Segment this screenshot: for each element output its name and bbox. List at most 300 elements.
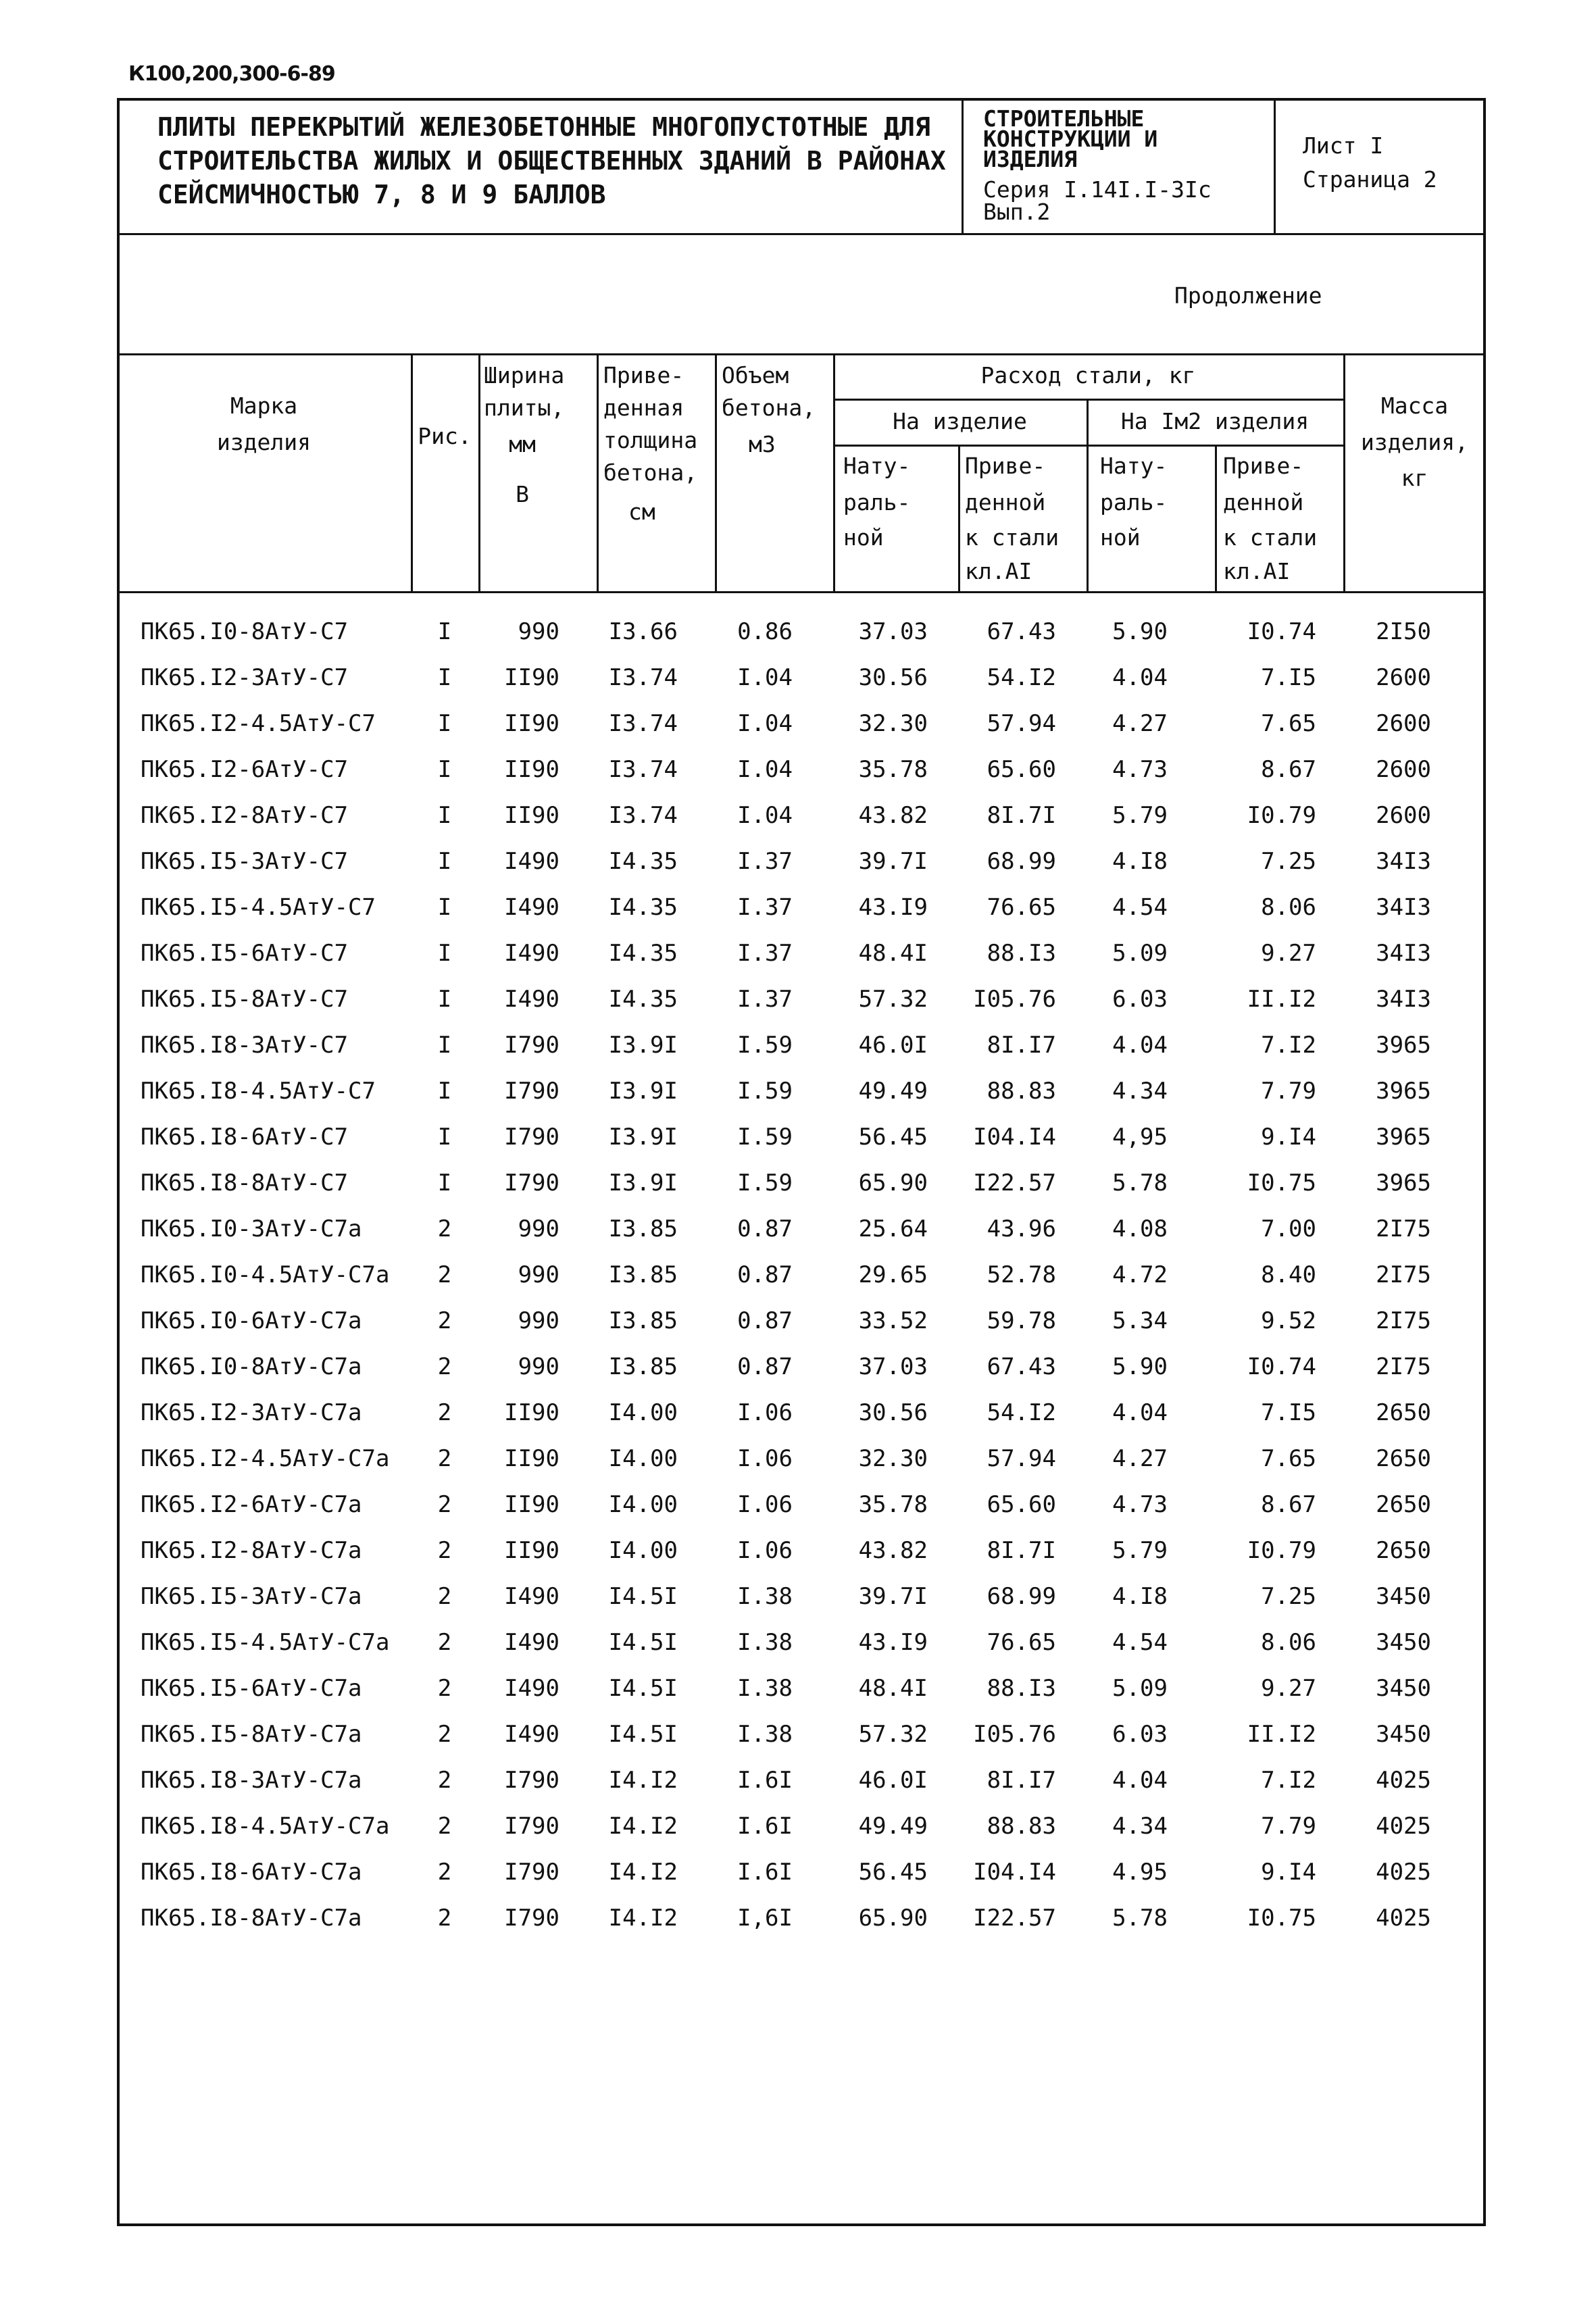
header-natural-m2-1: Нату- [1100, 453, 1168, 479]
cell-steel-reduced-item: 52.78 [987, 1261, 1056, 1288]
cell-volume: I.06 [737, 1399, 793, 1426]
cell-width: I790 [504, 1078, 559, 1105]
cell-fig: 2 [437, 1721, 452, 1748]
cell-steel-reduced-item: 67.43 [987, 1353, 1056, 1380]
header-steel: Расход стали, кг [980, 362, 1196, 388]
cell-steel-reduced-item: 65.60 [987, 756, 1056, 783]
cell-mass: 2600 [1376, 664, 1431, 691]
cell-steel-natural-item: 33.52 [858, 1307, 928, 1334]
cell-steel-natural-item: 25.64 [858, 1215, 928, 1242]
cell-steel-natural-item: 49.49 [858, 1078, 928, 1105]
cell-steel-natural-m2: 6.03 [1112, 986, 1168, 1013]
cell-mark: ПК65.I2-8АтУ-С7 [141, 802, 349, 829]
cell-steel-reduced-m2: 9.I4 [1261, 1124, 1316, 1151]
header-bottom-rule [117, 591, 1486, 593]
col-divider-width [597, 353, 599, 591]
cell-fig: 2 [437, 1813, 452, 1840]
cell-mark: ПК65.I0-8АтУ-С7а [141, 1353, 362, 1380]
cell-mass: 3965 [1376, 1032, 1431, 1059]
cell-steel-natural-m2: 4.72 [1112, 1261, 1168, 1288]
cell-width: II90 [504, 802, 559, 829]
header-per-item: На изделие [893, 408, 1027, 434]
cell-mark: ПК65.I8-4.5АтУ-С7 [141, 1078, 376, 1105]
cell-thickness: I3.9I [608, 1169, 678, 1197]
cell-fig: 2 [437, 1629, 452, 1656]
steel-subgroup-rule [833, 445, 1344, 447]
cell-mark: ПК65.I0-4.5АтУ-С7а [141, 1261, 390, 1288]
header-thickness-1: Приве- [603, 362, 684, 388]
cell-thickness: I4.00 [608, 1445, 678, 1472]
cell-steel-reduced-item: 59.78 [987, 1307, 1056, 1334]
header-thickness-4: бетона, [603, 459, 698, 486]
cell-width: I790 [504, 1169, 559, 1197]
cell-steel-natural-item: 35.78 [858, 1491, 928, 1518]
cell-fig: 2 [437, 1767, 452, 1794]
cell-mass: 3965 [1376, 1169, 1431, 1197]
title-block-bottom-rule [117, 233, 1486, 235]
cell-fig: 2 [437, 1445, 452, 1472]
header-width-2: плиты, [484, 395, 565, 421]
header-natural-item-3: ной [843, 524, 884, 551]
cell-steel-reduced-m2: 8.67 [1261, 1491, 1316, 1518]
header-width-1: Ширина [484, 362, 565, 388]
series-label: Серия I.14I.I-3Ic [983, 176, 1212, 203]
cell-thickness: I4.00 [608, 1491, 678, 1518]
cell-steel-reduced-item: 8I.I7 [987, 1767, 1056, 1794]
cell-mass: 3450 [1376, 1583, 1431, 1610]
cell-steel-reduced-item: 8I.7I [987, 1537, 1056, 1564]
cell-thickness: I3.9I [608, 1078, 678, 1105]
cell-volume: 0.86 [737, 618, 793, 645]
cell-steel-reduced-m2: I0.74 [1247, 618, 1316, 645]
cell-steel-natural-item: 43.82 [858, 802, 928, 829]
cell-width: I490 [504, 1721, 559, 1748]
cell-thickness: I4.I2 [608, 1859, 678, 1886]
header-reduced-m2-1: Приве- [1223, 453, 1304, 479]
cell-width: I790 [504, 1032, 559, 1059]
cell-mass: 3450 [1376, 1629, 1431, 1656]
cell-width: II90 [504, 1537, 559, 1564]
title-line-3: СЕЙСМИЧНОСТЬЮ 7, 8 И 9 БАЛЛОВ [157, 180, 606, 209]
header-mass-1: Масса [1380, 393, 1449, 419]
cell-steel-natural-m2: 5.79 [1112, 802, 1168, 829]
cell-steel-natural-m2: 5.90 [1112, 1353, 1168, 1380]
cell-width: I490 [504, 986, 559, 1013]
cell-volume: I.06 [737, 1445, 793, 1472]
cell-fig: 2 [437, 1905, 452, 1932]
cell-steel-reduced-item: 67.43 [987, 618, 1056, 645]
cell-volume: I.37 [737, 986, 793, 1013]
cell-fig: I [437, 848, 452, 875]
cell-steel-natural-item: 32.30 [858, 1445, 928, 1472]
cell-width: II90 [504, 1399, 559, 1426]
cell-steel-reduced-m2: 9.27 [1261, 940, 1316, 967]
cell-thickness: I3.85 [608, 1353, 678, 1380]
header-thickness-2: денная [603, 395, 684, 421]
cell-steel-natural-item: 65.90 [858, 1905, 928, 1932]
cell-width: II90 [504, 1491, 559, 1518]
cell-steel-natural-item: 30.56 [858, 1399, 928, 1426]
cell-thickness: I3.74 [608, 664, 678, 691]
cell-volume: 0.87 [737, 1353, 793, 1380]
header-mass-2: изделия, [1361, 429, 1468, 455]
cell-steel-reduced-item: 54.I2 [987, 664, 1056, 691]
cell-volume: 0.87 [737, 1261, 793, 1288]
cell-width: 990 [518, 1307, 559, 1334]
cell-width: I490 [504, 940, 559, 967]
cell-steel-reduced-m2: 7.I5 [1261, 664, 1316, 691]
cell-steel-reduced-item: 88.I3 [987, 940, 1056, 967]
cell-steel-reduced-m2: 9.I4 [1261, 1859, 1316, 1886]
category-line-3: ИЗДЕЛИЯ [983, 146, 1078, 172]
cell-width: I790 [504, 1813, 559, 1840]
cell-steel-reduced-m2: 9.52 [1261, 1307, 1316, 1334]
cell-fig: I [437, 802, 452, 829]
cell-steel-reduced-item: 76.65 [987, 894, 1056, 921]
cell-mark: ПК65.I5-4.5АтУ-С7 [141, 894, 376, 921]
cell-volume: I.06 [737, 1537, 793, 1564]
cell-steel-natural-m2: 4.27 [1112, 1445, 1168, 1472]
header-reduced-m2-2: денной [1223, 489, 1304, 515]
cell-fig: I [437, 618, 452, 645]
cell-thickness: I3.66 [608, 618, 678, 645]
cell-volume: I.37 [737, 940, 793, 967]
cell-mark: ПК65.I5-8АтУ-С7 [141, 986, 349, 1013]
cell-steel-natural-item: 43.I9 [858, 1629, 928, 1656]
cell-mark: ПК65.I5-3АтУ-С7 [141, 848, 349, 875]
cell-steel-natural-m2: 4.34 [1112, 1078, 1168, 1105]
cell-steel-natural-m2: 4.54 [1112, 894, 1168, 921]
cell-volume: 0.87 [737, 1215, 793, 1242]
cell-steel-natural-m2: 4,95 [1112, 1124, 1168, 1151]
col-divider-thickness [715, 353, 717, 591]
cell-volume: I.04 [737, 664, 793, 691]
cell-steel-natural-m2: 4.04 [1112, 664, 1168, 691]
cell-fig: I [437, 1169, 452, 1197]
cell-fig: 2 [437, 1353, 452, 1380]
cell-mark: ПК65.I8-3АтУ-С7 [141, 1032, 349, 1059]
cell-mark: ПК65.I5-6АтУ-С7а [141, 1675, 362, 1702]
cell-steel-reduced-item: I05.76 [973, 1721, 1056, 1748]
cell-steel-natural-item: 32.30 [858, 710, 928, 737]
cell-mark: ПК65.I2-3АтУ-С7 [141, 664, 349, 691]
cell-mass: 3450 [1376, 1675, 1431, 1702]
cell-thickness: I3.74 [608, 710, 678, 737]
header-fig: Рис. [418, 423, 472, 449]
cell-steel-natural-item: 39.7I [858, 1583, 928, 1610]
cell-steel-natural-item: 46.0I [858, 1767, 928, 1794]
cell-steel-reduced-m2: 8.67 [1261, 756, 1316, 783]
continuation-label: Продолжение [1174, 282, 1322, 309]
cell-volume: I.59 [737, 1078, 793, 1105]
cell-width: 990 [518, 1353, 559, 1380]
cell-steel-natural-m2: 4.04 [1112, 1767, 1168, 1794]
cell-thickness: I4.5I [608, 1629, 678, 1656]
cell-mark: ПК65.I8-4.5АтУ-С7а [141, 1813, 390, 1840]
header-natural-item-2: раль- [843, 489, 911, 515]
cell-mark: ПК65.I5-8АтУ-С7а [141, 1721, 362, 1748]
cell-fig: 2 [437, 1859, 452, 1886]
cell-thickness: I4.35 [608, 894, 678, 921]
cell-steel-reduced-item: 8I.7I [987, 802, 1056, 829]
cell-width: I490 [504, 1675, 559, 1702]
cell-volume: I.6I [737, 1859, 793, 1886]
cell-mass: 3965 [1376, 1124, 1431, 1151]
document-code: К100,200,300-6-89 [128, 62, 335, 86]
cell-volume: I.38 [737, 1721, 793, 1748]
cell-steel-reduced-m2: I0.79 [1247, 802, 1316, 829]
cell-mass: 2650 [1376, 1537, 1431, 1564]
cell-thickness: I4.I2 [608, 1905, 678, 1932]
cell-steel-natural-item: 46.0I [858, 1032, 928, 1059]
header-natural-m2-3: ной [1100, 524, 1141, 551]
cell-steel-reduced-item: 88.83 [987, 1813, 1056, 1840]
cell-volume: I.59 [737, 1124, 793, 1151]
col-divider-mark [411, 353, 413, 591]
cell-thickness: I4.00 [608, 1399, 678, 1426]
cell-mark: ПК65.I5-6АтУ-С7 [141, 940, 349, 967]
cell-mark: ПК65.I8-3АтУ-С7а [141, 1767, 362, 1794]
cell-steel-reduced-m2: 8.06 [1261, 1629, 1316, 1656]
header-volume-2: бетона, [722, 395, 816, 421]
cell-steel-reduced-item: 68.99 [987, 1583, 1056, 1610]
cell-steel-reduced-item: I04.I4 [973, 1859, 1056, 1886]
header-per-m2: На Iм2 изделия [1120, 408, 1310, 434]
col-divider-fig [478, 353, 480, 591]
cell-mass: 34I3 [1376, 894, 1431, 921]
cell-fig: 2 [437, 1583, 452, 1610]
cell-volume: I.38 [737, 1675, 793, 1702]
cell-volume: I.6I [737, 1767, 793, 1794]
cell-volume: I.04 [737, 802, 793, 829]
cell-steel-reduced-item: 43.96 [987, 1215, 1056, 1242]
cell-width: I790 [504, 1859, 559, 1886]
cell-steel-reduced-m2: II.I2 [1247, 1721, 1316, 1748]
cell-width: I790 [504, 1124, 559, 1151]
cell-steel-natural-item: 57.32 [858, 986, 928, 1013]
cell-steel-natural-m2: 4.34 [1112, 1813, 1168, 1840]
cell-steel-natural-item: 48.4I [858, 940, 928, 967]
cell-volume: 0.87 [737, 1307, 793, 1334]
cell-steel-natural-item: 29.65 [858, 1261, 928, 1288]
header-volume-3: м3 [749, 431, 776, 457]
cell-volume: I.38 [737, 1583, 793, 1610]
cell-mass: 3450 [1376, 1721, 1431, 1748]
cell-width: II90 [504, 756, 559, 783]
cell-mark: ПК65.I2-6АтУ-С7 [141, 756, 349, 783]
cell-steel-reduced-m2: 7.I5 [1261, 1399, 1316, 1426]
cell-fig: I [437, 1124, 452, 1151]
col-divider-natural-1 [958, 445, 960, 591]
title-line-2: СТРОИТЕЛЬСТВА ЖИЛЫХ И ОБЩЕСТВЕННЫХ ЗДАНИЙ В РАЙОНАХ [157, 146, 946, 176]
cell-steel-reduced-item: 54.I2 [987, 1399, 1056, 1426]
cell-volume: I.37 [737, 894, 793, 921]
cell-mark: ПК65.I5-4.5АтУ-С7а [141, 1629, 390, 1656]
header-reduced-item-3: к стали [965, 524, 1059, 551]
cell-width: II90 [504, 710, 559, 737]
cell-steel-natural-item: 49.49 [858, 1813, 928, 1840]
cell-steel-natural-item: 43.82 [858, 1537, 928, 1564]
cell-steel-natural-m2: 4.04 [1112, 1399, 1168, 1426]
cell-steel-natural-m2: 5.34 [1112, 1307, 1168, 1334]
cell-fig: 2 [437, 1491, 452, 1518]
cell-mark: ПК65.I0-8АтУ-С7 [141, 618, 349, 645]
cell-volume: I.59 [737, 1032, 793, 1059]
cell-steel-reduced-m2: 7.I2 [1261, 1767, 1316, 1794]
cell-fig: I [437, 1032, 452, 1059]
cell-thickness: I4.35 [608, 848, 678, 875]
cell-steel-reduced-m2: 7.I2 [1261, 1032, 1316, 1059]
cell-steel-natural-m2: 4.73 [1112, 1491, 1168, 1518]
cell-mass: 2I50 [1376, 618, 1431, 645]
cell-fig: 2 [437, 1215, 452, 1242]
cell-mass: 34I3 [1376, 848, 1431, 875]
cell-mark: ПК65.I2-3АтУ-С7а [141, 1399, 362, 1426]
sheet-label: Лист I [1303, 132, 1384, 159]
cell-steel-natural-item: 56.45 [858, 1859, 928, 1886]
cell-steel-natural-item: 48.4I [858, 1675, 928, 1702]
cell-width: II90 [504, 1445, 559, 1472]
cell-thickness: I3.85 [608, 1307, 678, 1334]
cell-steel-natural-m2: 6.03 [1112, 1721, 1168, 1748]
cell-volume: I.04 [737, 756, 793, 783]
cell-steel-reduced-item: 68.99 [987, 848, 1056, 875]
cell-fig: I [437, 986, 452, 1013]
cell-mark: ПК65.I5-3АтУ-С7а [141, 1583, 362, 1610]
cell-steel-reduced-item: 8I.I7 [987, 1032, 1056, 1059]
cell-width: I790 [504, 1905, 559, 1932]
cell-thickness: I4.I2 [608, 1767, 678, 1794]
cell-thickness: I4.35 [608, 986, 678, 1013]
cell-steel-reduced-m2: 9.27 [1261, 1675, 1316, 1702]
cell-mark: ПК65.I8-6АтУ-С7а [141, 1859, 362, 1886]
cell-fig: I [437, 664, 452, 691]
cell-steel-reduced-m2: 7.00 [1261, 1215, 1316, 1242]
cell-thickness: I4.5I [608, 1675, 678, 1702]
title-divider-1 [962, 98, 964, 233]
cell-steel-reduced-m2: 7.65 [1261, 710, 1316, 737]
cell-width: I790 [504, 1767, 559, 1794]
cell-volume: I.38 [737, 1629, 793, 1656]
cell-steel-reduced-m2: I0.79 [1247, 1537, 1316, 1564]
cell-steel-natural-item: 39.7I [858, 848, 928, 875]
page-label: Страница 2 [1303, 166, 1437, 193]
cell-mass: 4025 [1376, 1813, 1431, 1840]
cell-steel-natural-item: 37.03 [858, 618, 928, 645]
cell-steel-natural-item: 35.78 [858, 756, 928, 783]
cell-mark: ПК65.I2-4.5АтУ-С7а [141, 1445, 390, 1472]
cell-steel-natural-m2: 4.73 [1112, 756, 1168, 783]
issue-label: Вып.2 [983, 199, 1051, 225]
cell-thickness: I3.9I [608, 1032, 678, 1059]
cell-fig: 2 [437, 1261, 452, 1288]
cell-steel-reduced-item: I05.76 [973, 986, 1056, 1013]
cell-fig: 2 [437, 1537, 452, 1564]
cell-mark: ПК65.I0-6АтУ-С7а [141, 1307, 362, 1334]
cell-steel-reduced-m2: 7.25 [1261, 848, 1316, 875]
cell-steel-reduced-m2: I0.75 [1247, 1905, 1316, 1932]
cell-mass: 2650 [1376, 1491, 1431, 1518]
header-mass-3: кг [1401, 465, 1428, 491]
category-line-2: КОНСТРУКЦИИ И [983, 126, 1158, 152]
cell-width: I490 [504, 1629, 559, 1656]
cell-steel-reduced-item: 57.94 [987, 710, 1056, 737]
cell-steel-natural-m2: 4.54 [1112, 1629, 1168, 1656]
cell-steel-reduced-m2: 7.79 [1261, 1813, 1316, 1840]
header-mark-2: изделия [216, 429, 311, 455]
col-divider-natural-2 [1215, 445, 1217, 591]
cell-thickness: I3.74 [608, 802, 678, 829]
cell-steel-reduced-item: 88.83 [987, 1078, 1056, 1105]
cell-steel-reduced-m2: 7.25 [1261, 1583, 1316, 1610]
header-mark-1: Марка [230, 393, 298, 419]
header-reduced-item-1: Приве- [965, 453, 1046, 479]
steel-group-rule [833, 399, 1344, 401]
header-thickness-3: толщина [603, 427, 698, 453]
header-reduced-item-4: кл.AI [965, 558, 1032, 584]
cell-mass: 2600 [1376, 756, 1431, 783]
cell-fig: I [437, 940, 452, 967]
cell-steel-natural-m2: 5.90 [1112, 618, 1168, 645]
cell-volume: I.06 [737, 1491, 793, 1518]
cell-steel-reduced-item: I22.57 [973, 1169, 1056, 1197]
cell-steel-reduced-m2: 8.40 [1261, 1261, 1316, 1288]
cell-thickness: I3.9I [608, 1124, 678, 1151]
cell-volume: I.04 [737, 710, 793, 737]
cell-thickness: I3.85 [608, 1261, 678, 1288]
cell-steel-natural-m2: 4.08 [1112, 1215, 1168, 1242]
cell-steel-reduced-item: 57.94 [987, 1445, 1056, 1472]
cell-mark: ПК65.I8-6АтУ-С7 [141, 1124, 349, 1151]
cell-width: II90 [504, 664, 559, 691]
cell-thickness: I4.5I [608, 1721, 678, 1748]
cell-steel-natural-item: 56.45 [858, 1124, 928, 1151]
cell-mass: 2600 [1376, 710, 1431, 737]
header-thickness-5: см [628, 499, 655, 525]
cell-steel-natural-m2: 4.27 [1112, 710, 1168, 737]
header-natural-m2-2: раль- [1100, 489, 1168, 515]
cell-thickness: I4.I2 [608, 1813, 678, 1840]
cell-mark: ПК65.I2-8АтУ-С7а [141, 1537, 362, 1564]
cell-steel-reduced-item: I22.57 [973, 1905, 1056, 1932]
cell-steel-natural-m2: 5.78 [1112, 1169, 1168, 1197]
cell-thickness: I4.5I [608, 1583, 678, 1610]
header-reduced-item-2: денной [965, 489, 1046, 515]
header-reduced-m2-4: кл.AI [1223, 558, 1291, 584]
title-divider-2 [1274, 98, 1276, 233]
cell-steel-natural-item: 43.I9 [858, 894, 928, 921]
header-volume-1: Объем [722, 362, 789, 388]
cell-fig: I [437, 756, 452, 783]
cell-fig: 2 [437, 1307, 452, 1334]
cell-volume: I,6I [737, 1905, 793, 1932]
header-natural-item-1: Нату- [843, 453, 911, 479]
cell-volume: I.37 [737, 848, 793, 875]
cell-thickness: I3.74 [608, 756, 678, 783]
cell-steel-natural-m2: 5.79 [1112, 1537, 1168, 1564]
cell-steel-reduced-item: 76.65 [987, 1629, 1056, 1656]
cell-steel-reduced-item: 88.I3 [987, 1675, 1056, 1702]
cell-fig: 2 [437, 1399, 452, 1426]
cell-width: I490 [504, 894, 559, 921]
col-divider-volume [833, 353, 835, 591]
cell-steel-natural-m2: 5.09 [1112, 940, 1168, 967]
cell-steel-reduced-m2: 7.79 [1261, 1078, 1316, 1105]
table-top-rule [117, 353, 1486, 355]
title-line-1: ПЛИТЫ ПЕРЕКРЫТИЙ ЖЕЛЕЗОБЕТОННЫЕ МНОГОПУСТОТНЫЕ ДЛЯ [157, 112, 930, 142]
cell-mark: ПК65.I8-8АтУ-С7а [141, 1905, 362, 1932]
cell-width: I490 [504, 848, 559, 875]
